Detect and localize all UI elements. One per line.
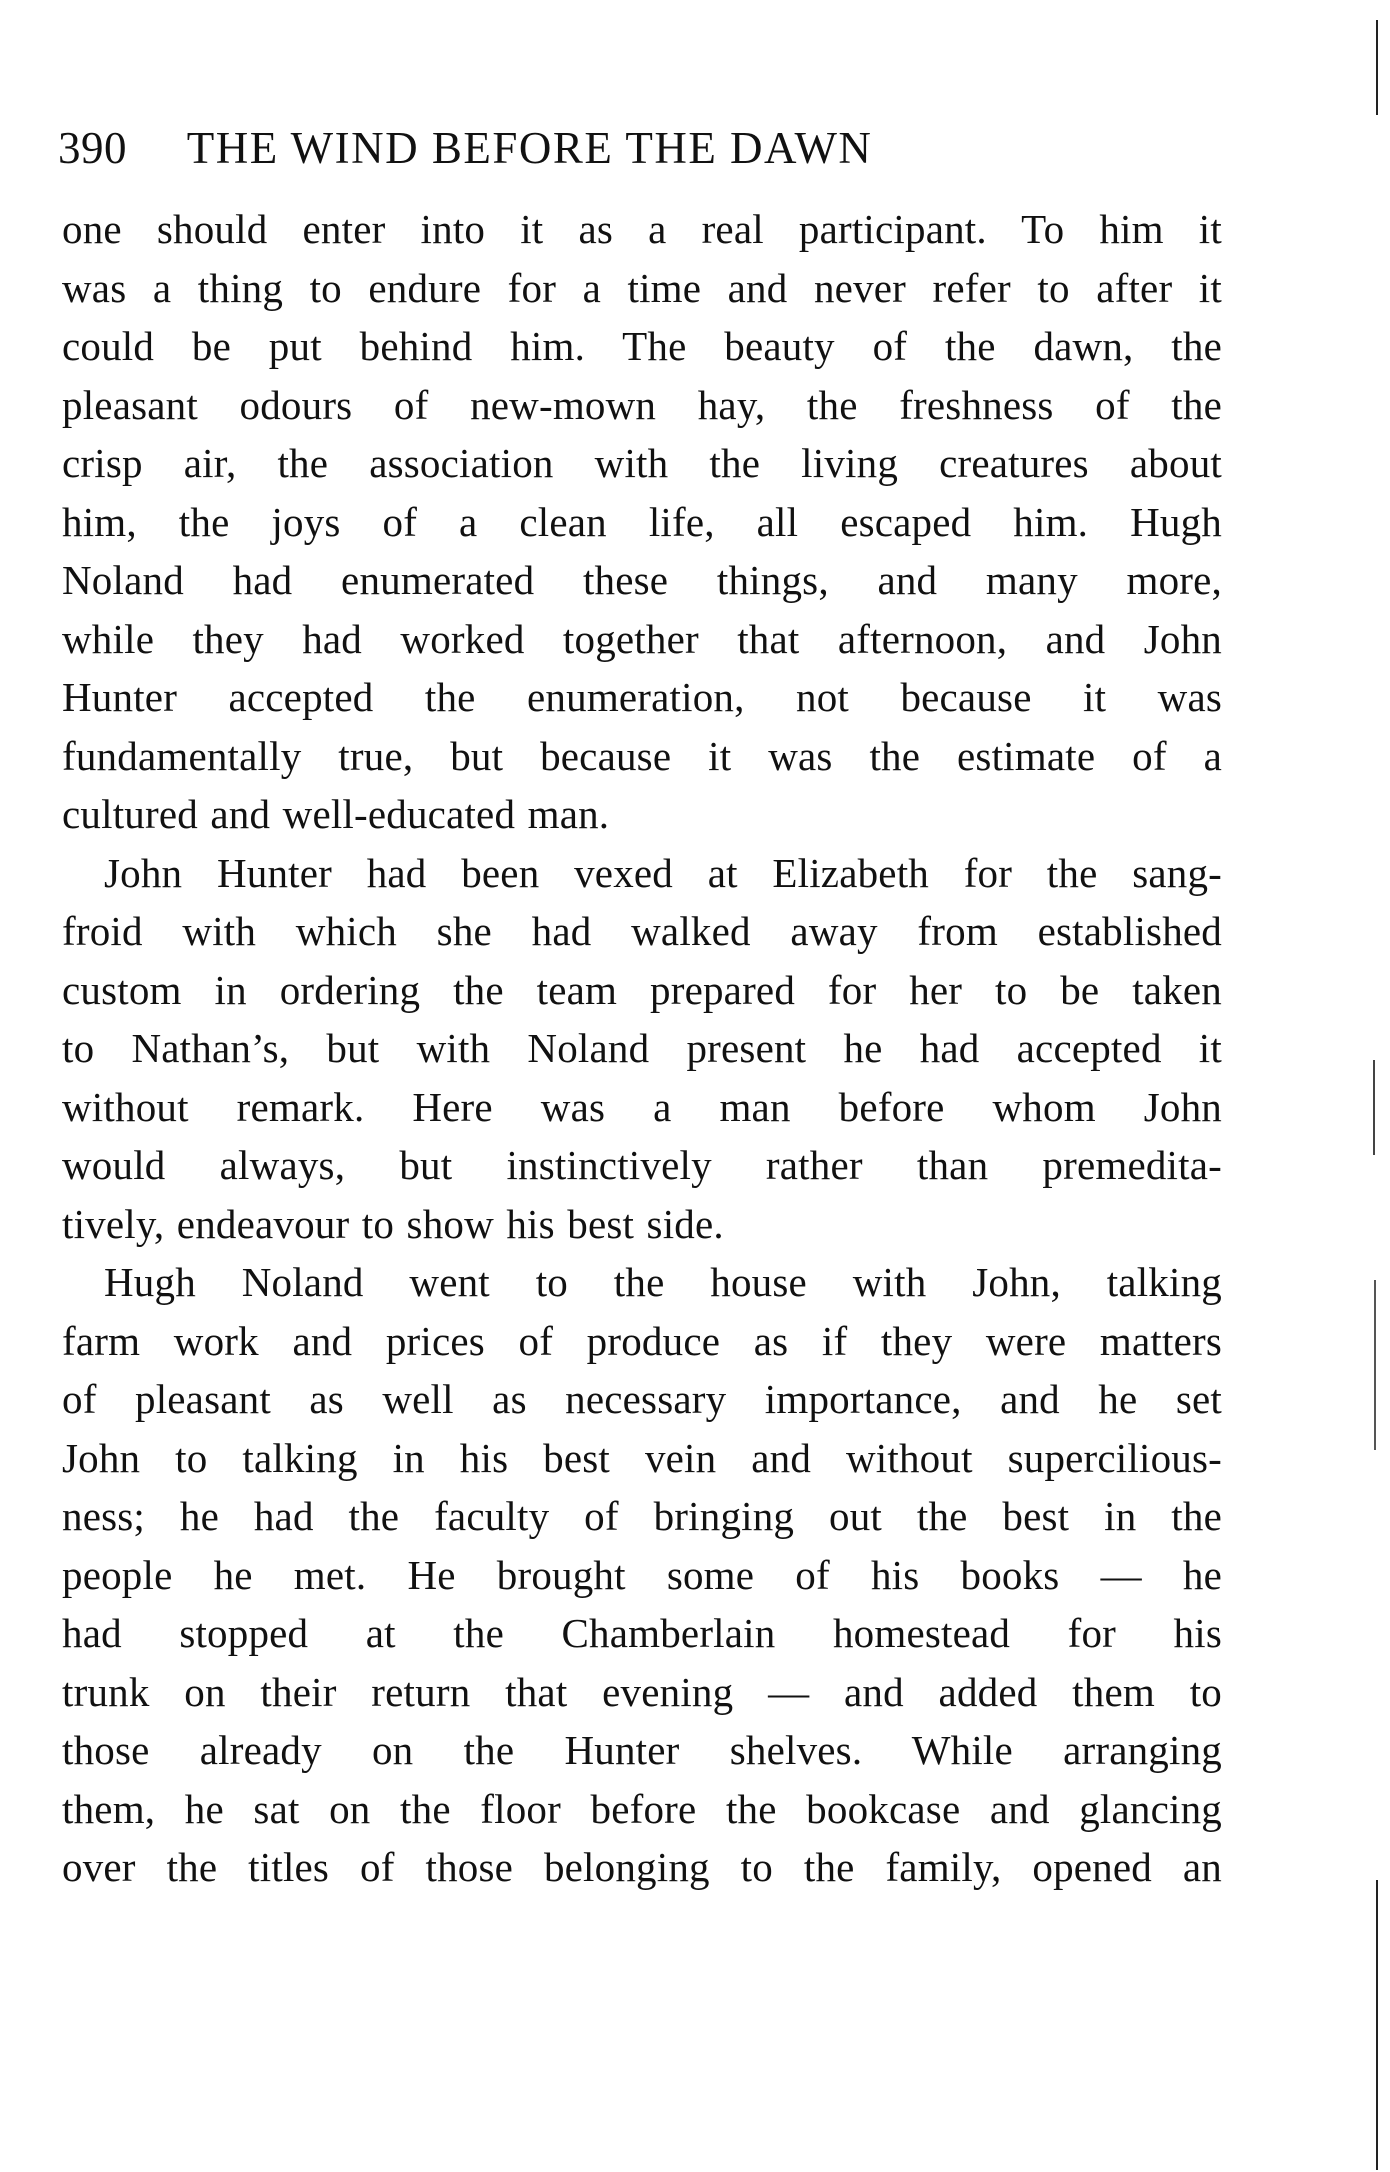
- scan-edge-mark: [1376, 1880, 1378, 2170]
- text-line: could be put behind him. The beauty of the dawn, the: [62, 323, 1222, 369]
- text-line: while they had worked together that afternoon, and John: [62, 615, 1222, 662]
- text-line: John Hunter had been vexed at Elizabeth for the sang-: [104, 849, 1222, 896]
- page-number: 390: [58, 123, 127, 173]
- text-line: custom in ordering the team prepared for her to be taken: [62, 966, 1222, 1013]
- text-line: those already on the Hunter shelves. While arranging: [62, 1727, 1222, 1773]
- scan-edge-mark: [1373, 1060, 1375, 1155]
- scan-edge-mark: [1374, 1280, 1376, 1450]
- text-line: had stopped at the Chamberlain homestead for his: [62, 1610, 1222, 1656]
- text-line: over the titles of those belonging to the family, opened an: [62, 1844, 1222, 1890]
- scan-edge-mark: [1376, 20, 1378, 115]
- text-line: would always, but instinctively rather than premedita-: [62, 1142, 1222, 1188]
- text-line: Hugh Noland went to the house with John, talking: [104, 1259, 1222, 1305]
- text-line: them, he sat on the floor before the bookcase and glancing: [62, 1785, 1222, 1832]
- text-line: without remark. Here was a man before whom John: [62, 1083, 1222, 1130]
- text-line: of pleasant as well as necessary importance, and he set: [62, 1376, 1222, 1422]
- text-line: crisp air, the association with the living creatures about: [62, 440, 1222, 486]
- text-line: trunk on their return that evening — and added them to: [62, 1668, 1222, 1715]
- text-line: John to talking in his best vein and without supercilious-: [62, 1434, 1222, 1481]
- text-line: Noland had enumerated these things, and many more,: [62, 557, 1222, 603]
- text-line: ness; he had the faculty of bringing out the best in the: [62, 1493, 1222, 1539]
- text-line: pleasant odours of new-mown hay, the freshness of the: [62, 381, 1222, 428]
- text-line: froid with which she had walked away from established: [62, 908, 1222, 954]
- text-line: him, the joys of a clean life, all escaped him. Hugh: [62, 498, 1222, 545]
- body-text: [62, 200, 1222, 1897]
- text-line: tively, endeavour to show his best side.: [62, 1200, 724, 1247]
- text-line: people he met. He brought some of his books — he: [62, 1551, 1222, 1598]
- text-line: one should enter into it as a real participant. To him it: [62, 206, 1222, 252]
- page-header: [58, 118, 1228, 178]
- text-line: was a thing to endure for a time and never refer to after it: [62, 264, 1222, 311]
- text-line: cultured and well-educated man.: [62, 791, 610, 837]
- text-line: fundamentally true, but because it was the estimate of a: [62, 732, 1222, 779]
- text-line: Hunter accepted the enumeration, not because it was: [62, 674, 1222, 720]
- running-title: THE WIND BEFORE THE DAWN: [186, 123, 873, 173]
- text-line: farm work and prices of produce as if they were matters: [62, 1317, 1222, 1364]
- text-line: to Nathan’s, but with Noland present he had accepted it: [62, 1025, 1222, 1071]
